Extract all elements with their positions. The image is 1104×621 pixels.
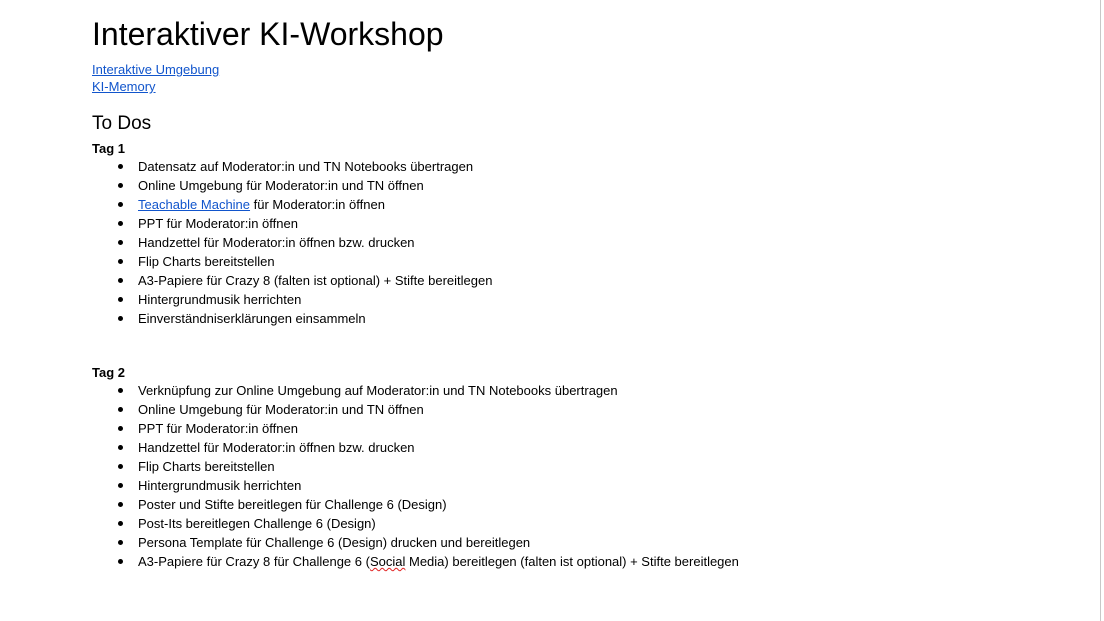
- list-item: Handzettel für Moderator:in öffnen bzw. drucken: [116, 233, 1072, 252]
- link-ki-memory[interactable]: KI-Memory: [92, 79, 156, 94]
- link-teachable-machine[interactable]: Teachable Machine: [138, 197, 251, 212]
- list-item: A3-Papiere für Crazy 8 (falten ist optional) + Stifte bereitlegen: [116, 271, 1072, 290]
- document-title: Interaktiver KI-Workshop: [92, 16, 444, 52]
- list-item-text: für Moderator:in öffnen: [250, 197, 385, 212]
- todo-list-day-2: [92, 381, 1072, 571]
- list-item: Verknüpfung zur Online Umgebung auf Moderator:in und TN Notebooks übertragen: [116, 381, 1072, 400]
- list-item: [116, 195, 1072, 214]
- list-item: PPT für Moderator:in öffnen: [116, 214, 1072, 233]
- list-item: Post-Its bereitlegen Challenge 6 (Design): [116, 514, 1072, 533]
- day-heading-1: Tag 1: [92, 141, 125, 156]
- section-title-todos: To Dos: [92, 113, 152, 134]
- list-item: Flip Charts bereitstellen: [116, 252, 1072, 271]
- list-item: PPT für Moderator:in öffnen: [116, 419, 1072, 438]
- list-item: Einverständniserklärungen einsammeln: [116, 309, 1072, 328]
- spellcheck-flagged-word[interactable]: Social: [369, 554, 406, 569]
- list-item: Flip Charts bereitstellen: [116, 457, 1072, 476]
- list-item: Hintergrundmusik herrichten: [116, 476, 1072, 495]
- todo-list-day-1: [92, 157, 1072, 328]
- list-item: Handzettel für Moderator:in öffnen bzw. drucken: [116, 438, 1072, 457]
- list-item: Persona Template für Challenge 6 (Design) drucken und bereitlegen: [116, 533, 1072, 552]
- list-item: Poster und Stifte bereitlegen für Challenge 6 (Design): [116, 495, 1072, 514]
- page-edge-divider: [1100, 0, 1101, 621]
- list-item-text: Media) bereitlegen (falten ist optional) + Stifte bereitlegen: [405, 554, 739, 569]
- list-item: [116, 552, 1072, 571]
- list-item: Hintergrundmusik herrichten: [116, 290, 1072, 309]
- day-heading-2: Tag 2: [92, 365, 125, 380]
- list-item: Online Umgebung für Moderator:in und TN öffnen: [116, 176, 1072, 195]
- list-item-text: A3-Papiere für Crazy 8 für Challenge 6 (: [138, 554, 370, 569]
- link-list: [92, 61, 1072, 95]
- list-item: Online Umgebung für Moderator:in und TN öffnen: [116, 400, 1072, 419]
- link-interaktive-umgebung[interactable]: Interaktive Umgebung: [92, 62, 220, 77]
- document-body: [92, 14, 1072, 571]
- list-item: Datensatz auf Moderator:in und TN Notebooks übertragen: [116, 157, 1072, 176]
